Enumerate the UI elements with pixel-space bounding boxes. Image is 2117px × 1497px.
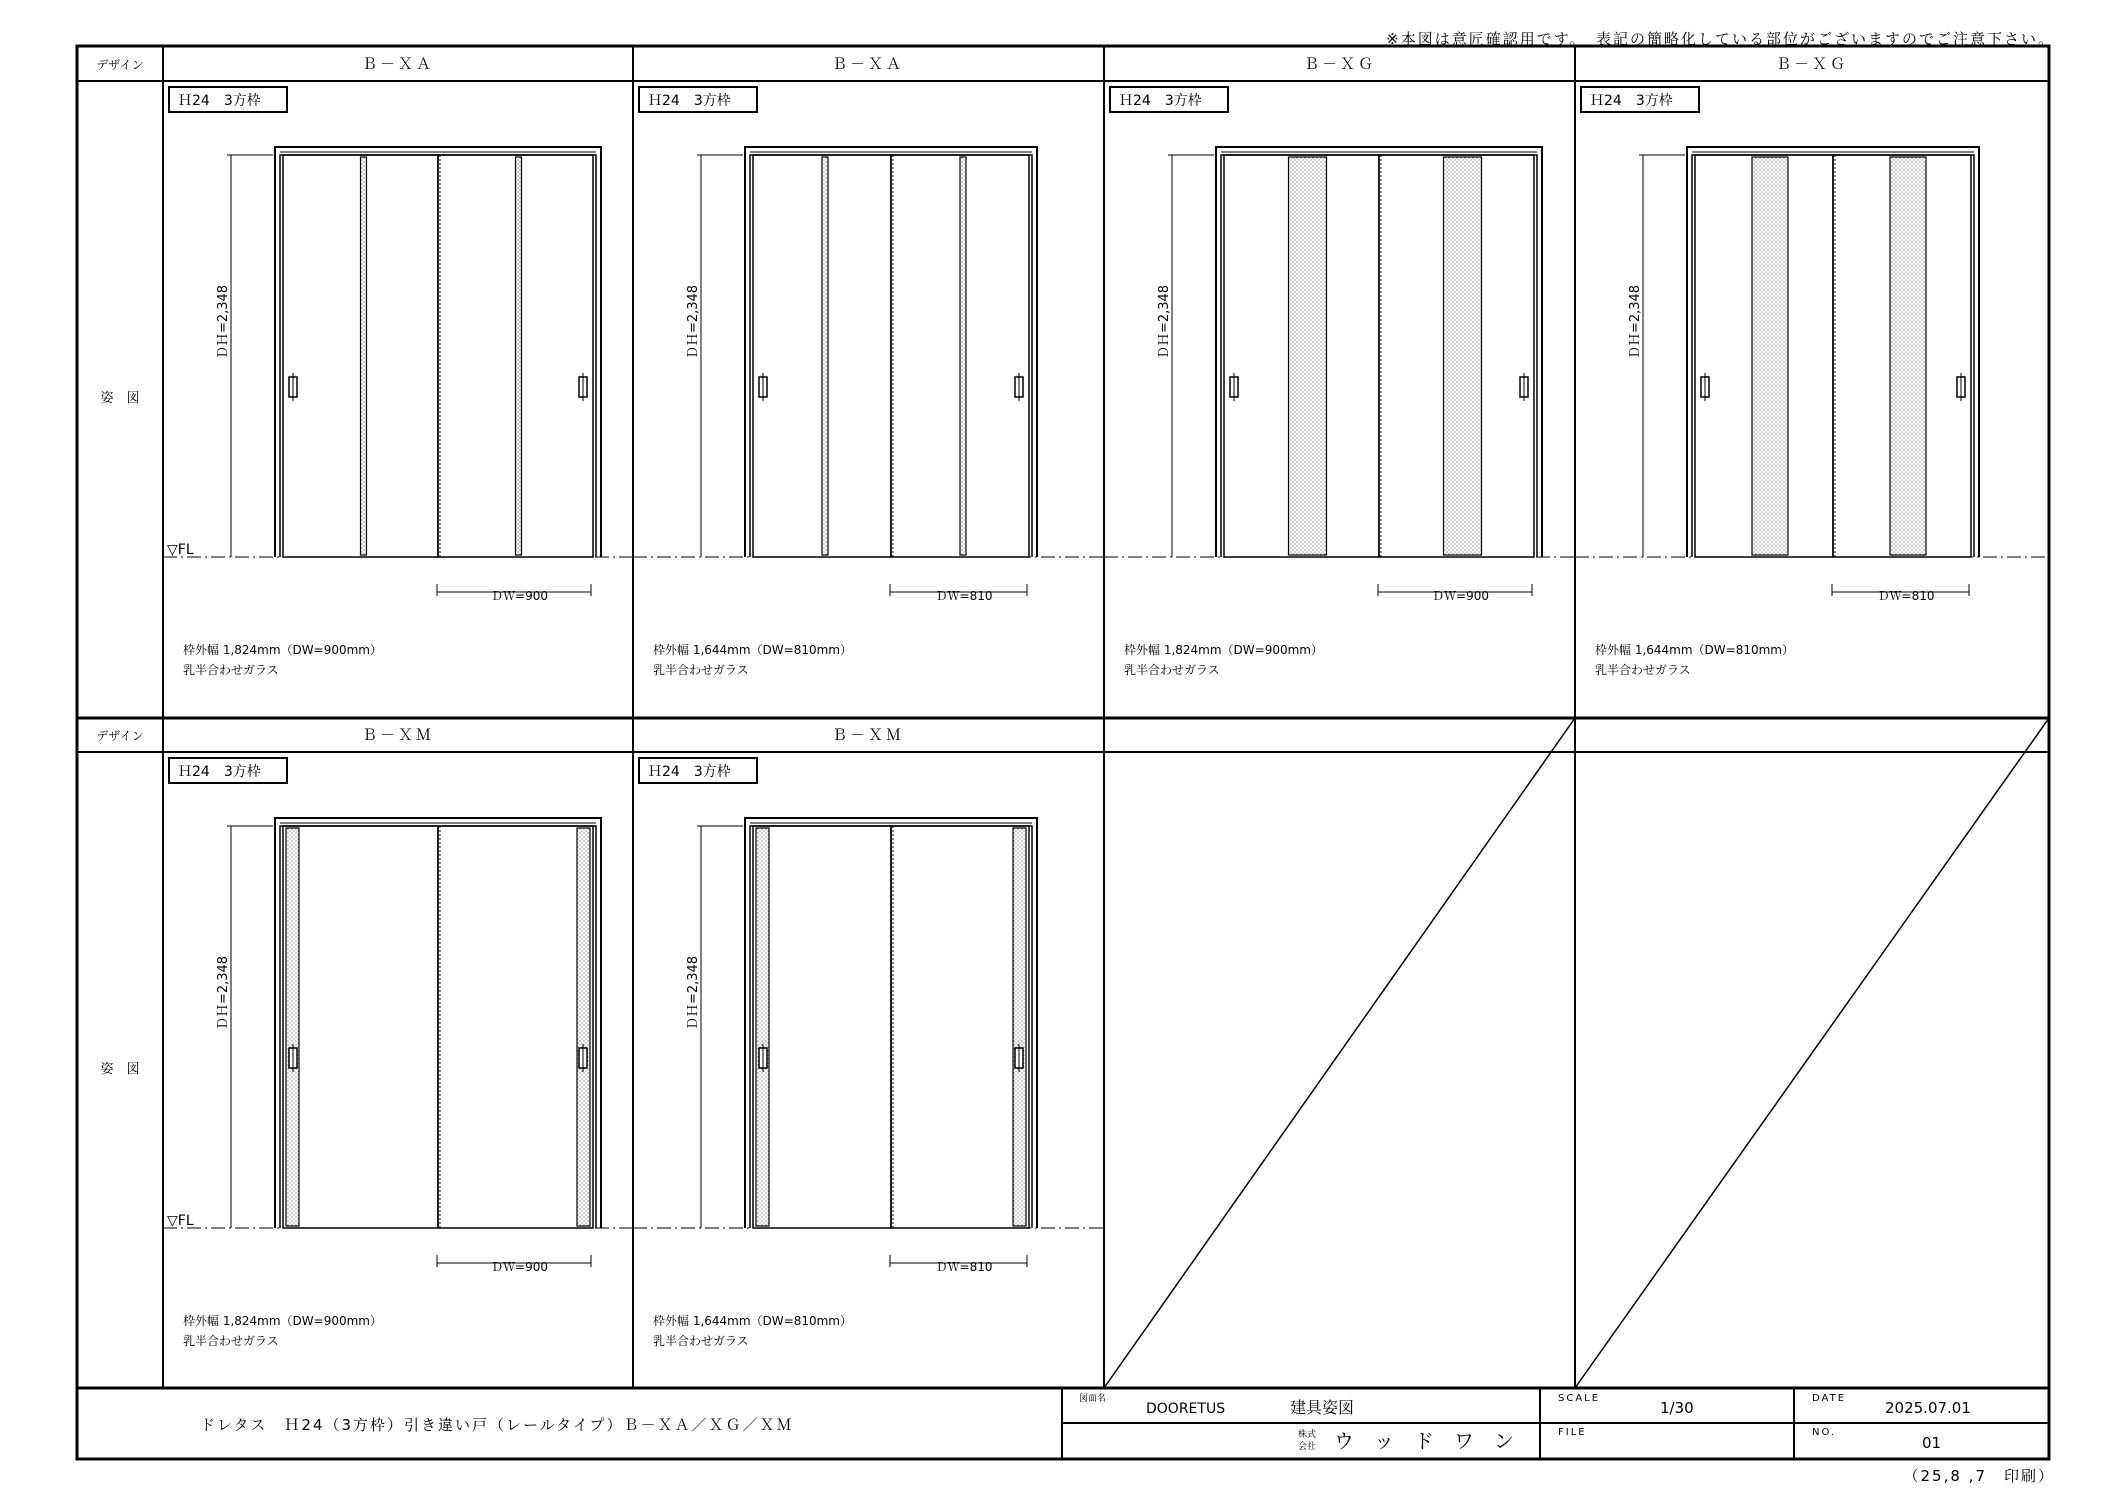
glass-slit — [822, 157, 828, 555]
design-header: Ｂ－ＸＡ — [831, 55, 905, 73]
width-dimension-label: ＤＷ=810 — [1877, 589, 1935, 603]
glass-slit — [1013, 828, 1026, 1226]
door-elevation-panel — [633, 87, 1103, 677]
drawing-name: 建具姿図 — [1290, 1398, 1355, 1417]
glass-slit — [286, 828, 299, 1226]
row-label-design: デザイン — [96, 729, 144, 743]
row-label-elevation: 姿 図 — [100, 1062, 140, 1077]
scale-value: 1/30 — [1660, 1399, 1694, 1417]
drawing-name-label: 図面名 — [1079, 1394, 1107, 1404]
company-prefix: 株式 — [1298, 1430, 1317, 1440]
width-dimension-label: ＤＷ=810 — [935, 1260, 993, 1274]
floor-level-mark: ▽FL — [167, 1213, 194, 1229]
no-value: 01 — [1922, 1434, 1942, 1452]
empty-cell-slash — [1104, 718, 1575, 1388]
notice-text: ※本図は意匠確認用です。 表記の簡略化している部位がございますのでご注意下さい。 — [1386, 30, 2055, 48]
print-date-note: （25,8 ,7 印刷） — [1903, 1467, 2055, 1485]
door-leaf-left — [283, 826, 438, 1228]
door-elevation-panel — [163, 87, 633, 677]
date-value: 2025.07.01 — [1885, 1399, 1971, 1417]
spec-frame-width: 枠外幅 1,644mm（DW=810mm） — [653, 1314, 852, 1328]
company-name: ウ ッ ド ワ ン — [1334, 1429, 1514, 1453]
height-dimension-label: ＤＨ=2,348 — [1628, 284, 1643, 360]
door-leaf-right — [438, 826, 593, 1228]
spec-glass: 乳半合わせガラス — [1124, 663, 1220, 677]
door-elevation-panel — [163, 758, 633, 1348]
spec-glass: 乳半合わせガラス — [183, 1334, 279, 1348]
no-label: NO. — [1812, 1427, 1837, 1438]
spec-glass: 乳半合わせガラス — [653, 1334, 749, 1348]
company-prefix: 会社 — [1298, 1442, 1317, 1452]
glass-slit — [516, 157, 522, 555]
frame-tag: Ｈ24 3方枠 — [178, 93, 261, 109]
design-header: Ｂ－ＸＧ — [1303, 55, 1377, 73]
spec-glass: 乳半合わせガラス — [653, 663, 749, 677]
spec-frame-width: 枠外幅 1,824mm（DW=900mm） — [183, 1314, 382, 1328]
door-elevation-panel — [633, 758, 1103, 1348]
door-elevation-panel — [1104, 87, 1574, 677]
spec-frame-width: 枠外幅 1,824mm（DW=900mm） — [183, 643, 382, 657]
height-dimension-label: ＤＨ=2,348 — [1157, 284, 1172, 360]
glass-panel — [1289, 157, 1327, 555]
drawing-title: ドレタス Ｈ24（3方枠）引き違い戸（レールタイプ）Ｂ－ＸＡ／ＸＧ／ＸＭ — [200, 1416, 794, 1434]
width-dimension-label: ＤＷ=900 — [491, 589, 548, 603]
width-dimension-label: ＤＷ=810 — [935, 589, 993, 603]
frame-tag: Ｈ24 3方枠 — [1590, 93, 1673, 109]
glass-slit — [756, 828, 769, 1226]
design-header: Ｂ－ＸＭ — [361, 726, 435, 744]
design-header: Ｂ－ＸＡ — [361, 55, 435, 73]
empty-cell-slash — [1575, 718, 2049, 1388]
spec-frame-width: 枠外幅 1,644mm（DW=810mm） — [653, 643, 852, 657]
glass-panel — [1752, 157, 1788, 555]
width-dimension-label: ＤＷ=900 — [491, 1260, 548, 1274]
glass-slit — [577, 828, 590, 1226]
height-dimension-label: ＤＨ=2,348 — [216, 955, 231, 1031]
spec-frame-width: 枠外幅 1,824mm（DW=900mm） — [1124, 643, 1323, 657]
date-label: DATE — [1812, 1393, 1847, 1404]
design-header: Ｂ－ＸＧ — [1775, 55, 1849, 73]
door-elevation-panel — [1575, 87, 2045, 677]
door-leaf-right — [891, 826, 1029, 1228]
floor-level-mark: ▽FL — [167, 542, 194, 558]
width-dimension-label: ＤＷ=900 — [1432, 589, 1489, 603]
height-dimension-label: ＤＨ=2,348 — [686, 284, 701, 360]
scale-label: SCALE — [1558, 1393, 1601, 1404]
height-dimension-label: ＤＨ=2,348 — [686, 955, 701, 1031]
height-dimension-label: ＤＨ=2,348 — [216, 284, 231, 360]
row-label-elevation: 姿 図 — [100, 391, 140, 406]
glass-slit — [960, 157, 966, 555]
door-leaf-left — [753, 826, 891, 1228]
file-label: FILE — [1558, 1427, 1587, 1438]
frame-tag: Ｈ24 3方枠 — [1119, 93, 1202, 109]
glass-panel — [1444, 157, 1482, 555]
spec-frame-width: 枠外幅 1,644mm（DW=810mm） — [1595, 643, 1794, 657]
frame-tag: Ｈ24 3方枠 — [648, 93, 731, 109]
design-header: Ｂ－ＸＭ — [831, 726, 905, 744]
glass-panel — [1890, 157, 1926, 555]
frame-tag: Ｈ24 3方枠 — [648, 764, 731, 780]
glass-slit — [361, 157, 367, 555]
spec-glass: 乳半合わせガラス — [183, 663, 279, 677]
row-label-design: デザイン — [96, 58, 144, 72]
product-name: DOORETUS — [1146, 1401, 1226, 1417]
frame-tag: Ｈ24 3方枠 — [178, 764, 261, 780]
spec-glass: 乳半合わせガラス — [1595, 663, 1691, 677]
